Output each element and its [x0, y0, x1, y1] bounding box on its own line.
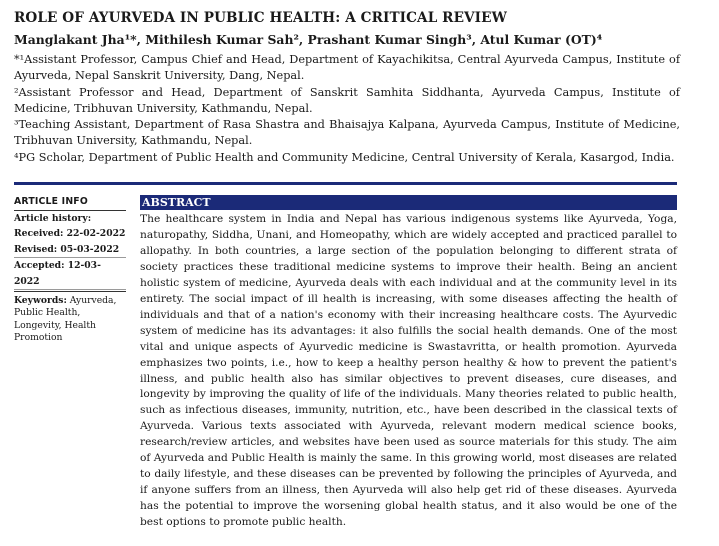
affiliation-4: ⁴PG Scholar, Department of Public Health and Community Medicine, Central University of Kerala, Kasargod, India. [14, 150, 675, 164]
article-info-heading: ARTICLE INFO [14, 196, 126, 211]
affiliation-2: ²Assistant Professor and Head, Department of Sanskrit Samhita Siddhanta, Ayurveda Campus, Institute of Medicine, Tribhuvan University, Kathmandu, Nepal. [14, 85, 680, 115]
author-list: Manglakant Jha¹*, Mithilesh Kumar Sah², Prashant Kumar Singh³, Atul Kumar (OT)⁴ [14, 32, 603, 47]
affiliations [14, 52, 680, 166]
keywords-list: Ayurveda, Public Health, Longevity, Health Promotion [14, 295, 117, 344]
accepted-date: Accepted: 12-03-2022 [14, 257, 126, 290]
revised-date: Revised: 05-03-2022 [14, 243, 120, 255]
paper-title: ROLE OF AYURVEDA IN PUBLIC HEALTH: A CRITICAL REVIEW [14, 10, 507, 26]
article-history-label: Article history: [14, 213, 92, 224]
header-divider [14, 182, 677, 185]
article-info-panel [14, 196, 126, 345]
received-date: Received: 22-02-2022 [14, 228, 126, 239]
keywords-label: Keywords: [14, 295, 67, 306]
keywords [14, 291, 126, 345]
affiliation-1: *¹Assistant Professor, Campus Chief and Head, Department of Kayachikitsa, Central Ayurveda Campus, Institute of Ayurveda, Nepal Sanskrit University, Dang, Nepal. [14, 53, 680, 83]
affiliation-3: ³Teaching Assistant, Department of Rasa Shastra and Bhaisajya Kalpana, Ayurveda Campus, Institute of Medicine, Tribhuvan University, Kathmandu, Nepal. [14, 118, 680, 148]
abstract-heading: ABSTRACT [140, 195, 677, 210]
abstract-text: The healthcare system in India and Nepal has various indigenous systems like Ayurveda, Yoga, naturopathy, Siddha, Unani, and Homeopathy, which are widely accepted and practiced parallel to allopathy. In both countries, a large section of the population belonging to different strata of society practices these traditional medicine systems to improve their health. Being an ancient holistic system of medicine, Ayurveda deals with each individual and at the community level in its entirety. The social impact of ill health is increasing, with some diseases affecting the health of individuals and that of a nation's economy with their increasing healthcare costs. The Ayurvedic system of medicine has its advantages: it also fulfills the social health demands. One of the most vital and unique aspects of Ayurvedic medicine is Swastavritta, or health promotion. Ayurveda emphasizes two points, i.e., how to keep a healthy person healthy & how to prevent the patient's illness, and public health also has similar objectives to prevent diseases, cure diseases, and longevity by improving the quality of life of the individuals. Many theories related to public health, such as infectious diseases, immunity, nutrition, etc., have been described in the classical texts of Ayurveda. Various texts associated with Ayurveda, relevant modern medical science books, research/review articles, and websites have been used as source materials for this study. The aim of Ayurveda and Public Health is mainly the same. In this growing world, most diseases are related to daily lifestyle, and these diseases can be prevented by following the principles of Ayurveda, and if anyone suffers from an illness, then Ayurveda will also help get rid of these diseases. Ayurveda has the potential to improve the worsening global health status, and it also would be one of the best options to promote public health. [140, 212, 677, 529]
